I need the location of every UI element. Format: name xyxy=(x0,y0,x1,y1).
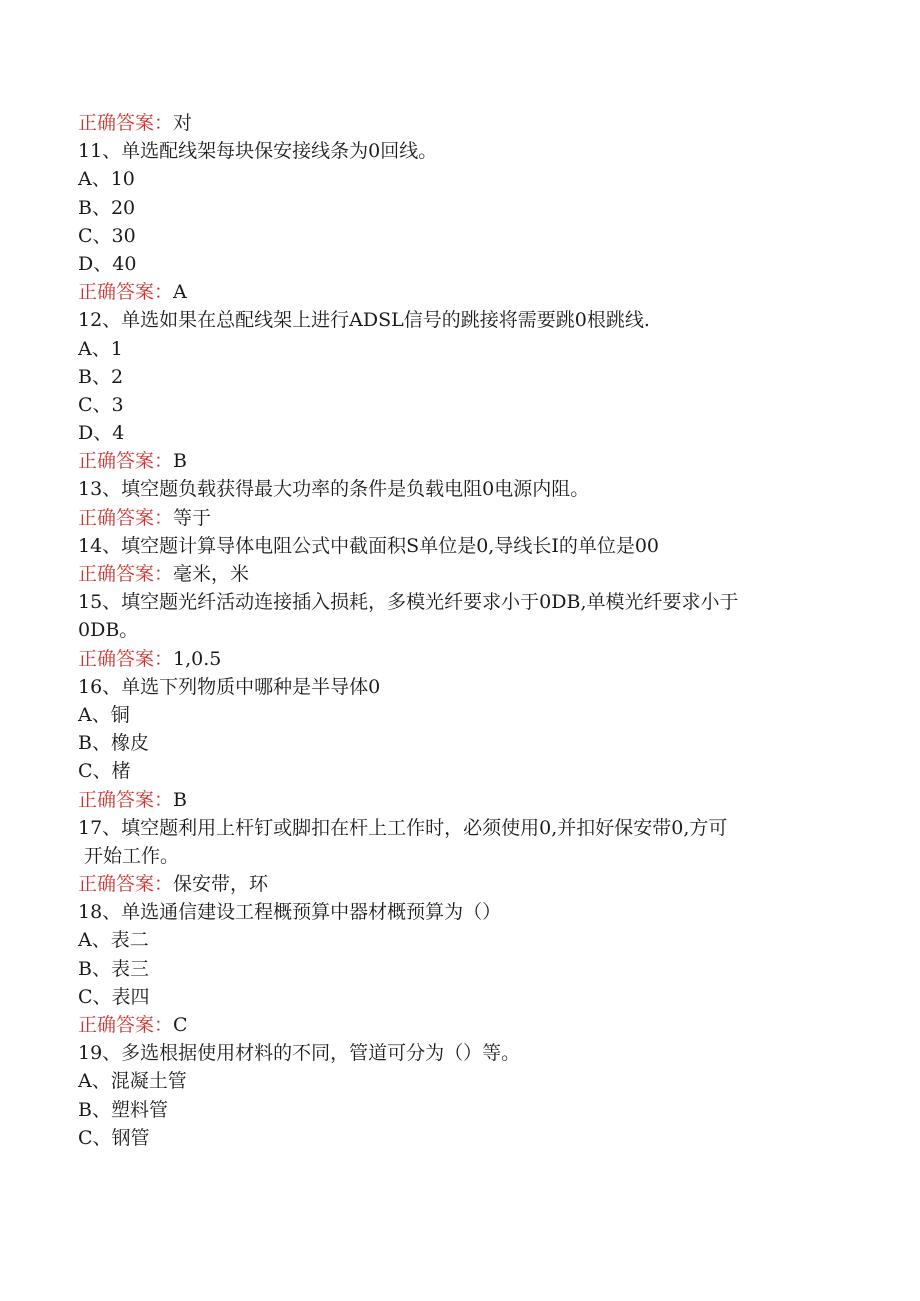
answer-value: 对 xyxy=(173,112,193,134)
answer-line xyxy=(78,109,858,137)
answer-value: 毫米，米 xyxy=(173,563,250,585)
option-b: B、20 xyxy=(78,196,136,219)
answer-label: 正确答案： xyxy=(78,112,174,134)
answer-label: 正确答案： xyxy=(78,873,174,896)
question-13: 13、填空题负载获得最大功率的条件是负载电阻0电源内阻。 xyxy=(78,478,590,501)
answer-label: 正确答案： xyxy=(78,450,174,473)
option-c: C、30 xyxy=(78,224,136,247)
document-page xyxy=(78,109,858,1152)
question-16: 16、单选下列物质中哪种是半导体0 xyxy=(78,675,381,698)
answer-line xyxy=(78,447,858,475)
option-a: A、铜 xyxy=(78,703,130,726)
answer-label: 正确答案： xyxy=(78,1014,174,1036)
answer-line xyxy=(78,504,858,532)
option-a: A、1 xyxy=(78,337,123,360)
question-14: 14、填空题计算导体电阻公式中截面积S单位是0,导线长I的单位是00 xyxy=(78,534,660,557)
option-b: B、塑料管 xyxy=(78,1098,168,1121)
answer-value: 等于 xyxy=(173,506,212,529)
answer-value: B xyxy=(173,788,187,811)
question-15: 15、填空题光纤活动连接插入损耗，多模光纤要求小于0DB,单模光纤要求小于 xyxy=(78,591,739,614)
question-11: 11、单选配线架每块保安接线条为0回线。 xyxy=(78,140,438,163)
question-17-continued: 开始工作。 xyxy=(78,844,180,867)
answer-line xyxy=(78,645,858,673)
option-c: C、钢管 xyxy=(78,1126,150,1149)
answer-line xyxy=(78,1011,858,1039)
question-17: 17、填空题利用上杆钉或脚扣在杆上工作时，必须使用0,并扣好保安带0,方可 xyxy=(78,816,728,839)
answer-label: 正确答案： xyxy=(78,506,174,529)
option-a: A、混凝土管 xyxy=(78,1070,187,1093)
option-b: B、2 xyxy=(78,365,124,388)
answer-value: A xyxy=(173,281,187,304)
answer-value: 保安带，环 xyxy=(173,873,269,896)
question-19: 19、多选根据使用材料的不同，管道可分为（）等。 xyxy=(78,1042,521,1065)
option-c: C、表四 xyxy=(78,985,150,1008)
option-c: C、3 xyxy=(78,393,124,416)
option-c: C、楮 xyxy=(78,760,131,783)
answer-value: B xyxy=(173,450,187,473)
answer-line xyxy=(78,278,858,306)
answer-value: C xyxy=(173,1014,188,1036)
option-a: A、表二 xyxy=(78,929,149,952)
answer-line xyxy=(78,786,858,814)
option-d: D、4 xyxy=(78,422,125,445)
answer-label: 正确答案： xyxy=(78,281,174,304)
question-18: 18、单选通信建设工程概预算中器材概预算为（） xyxy=(78,901,502,924)
answer-value: 1,0.5 xyxy=(173,647,222,670)
option-d: D、40 xyxy=(78,252,137,275)
question-12: 12、单选如果在总配线架上进行ADSL信号的跳接将需要跳0根跳线. xyxy=(78,309,650,332)
option-b: B、橡皮 xyxy=(78,732,149,755)
option-a: A、10 xyxy=(78,168,135,191)
answer-label: 正确答案： xyxy=(78,788,174,811)
answer-line xyxy=(78,870,858,898)
option-b: B、表三 xyxy=(78,957,149,980)
answer-label: 正确答案： xyxy=(78,563,174,585)
answer-label: 正确答案： xyxy=(78,647,174,670)
answer-line xyxy=(78,560,858,588)
question-15-continued: 0DB。 xyxy=(78,619,139,642)
